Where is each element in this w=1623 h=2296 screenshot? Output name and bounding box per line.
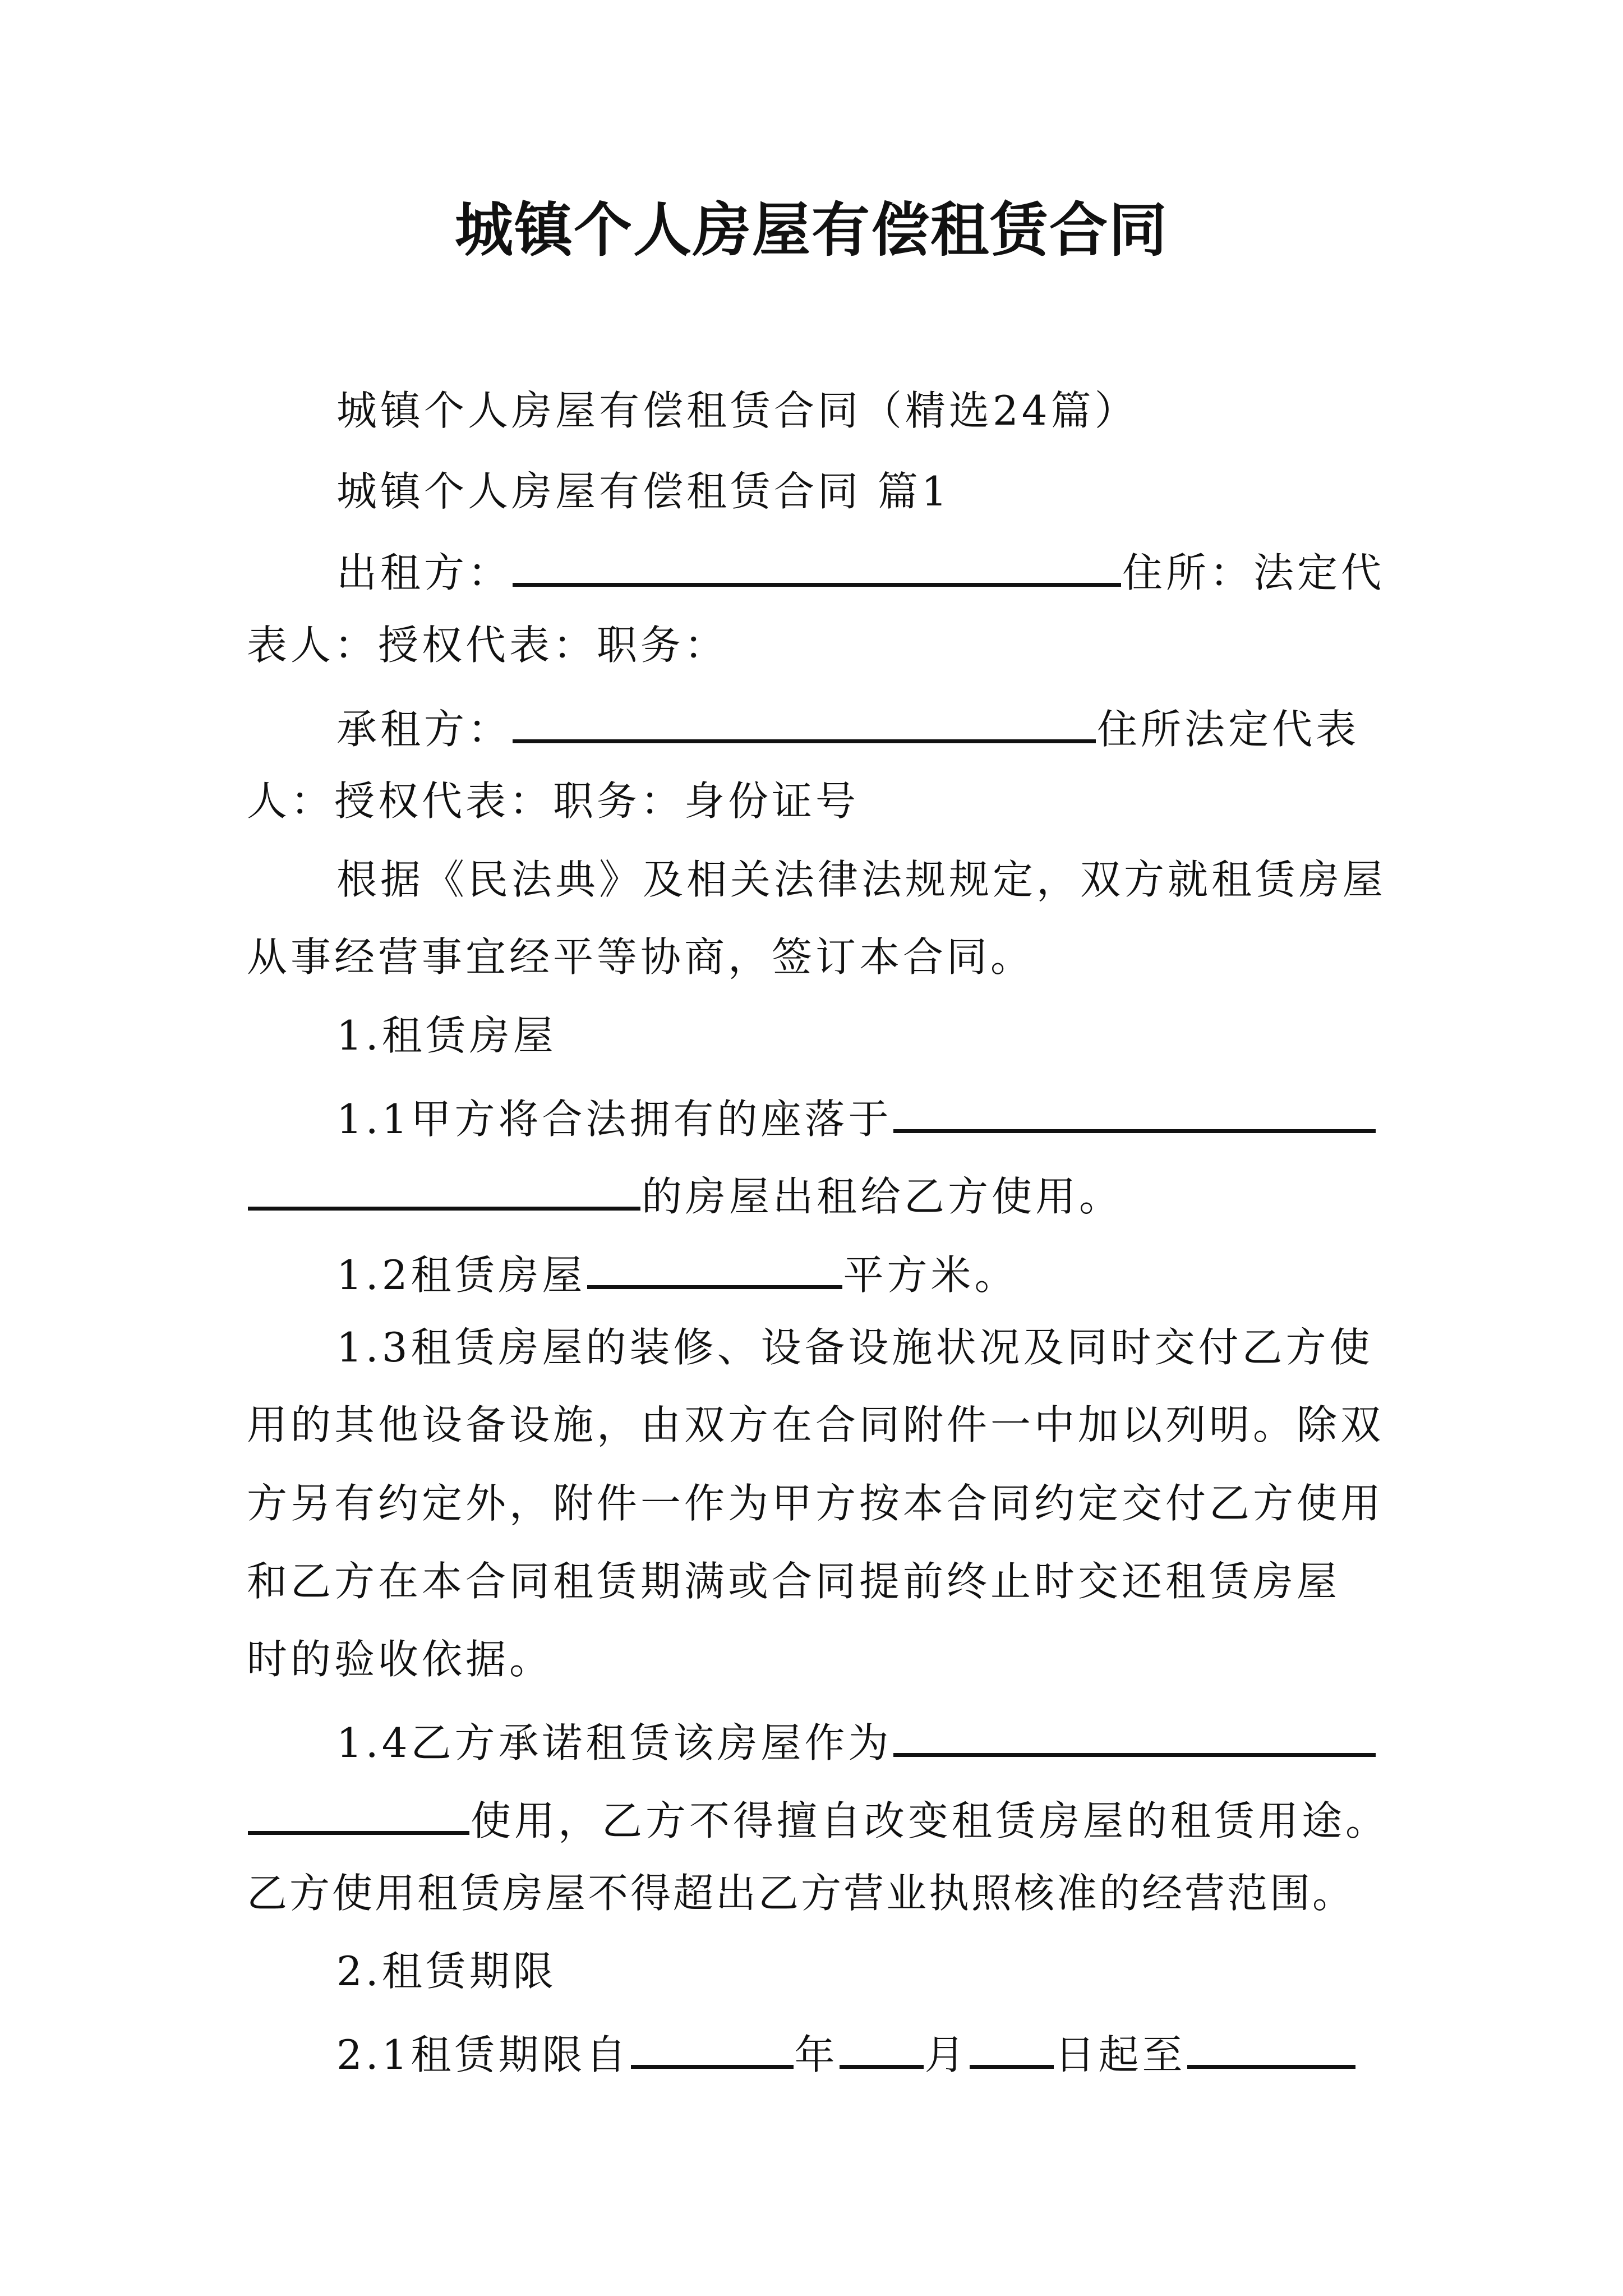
lessor-rep-line: 表人：授权代表：职务： <box>247 622 728 669</box>
paragraph-line: 根据《民法典》及相关法律法规规定，双方就租赁房屋 <box>336 856 1387 903</box>
clause-text: 月 <box>924 2031 969 2078</box>
purpose-blank <box>893 1709 1376 1757</box>
clause-line <box>336 1085 1377 1147</box>
lessee-line <box>336 696 1359 757</box>
lessor-line <box>336 539 1385 601</box>
clause-text: 1.2租赁房屋 <box>336 1251 586 1299</box>
purpose-blank-continued <box>248 1787 469 1835</box>
clause-line <box>247 1787 1389 1849</box>
clause-line: 和乙方在本合同租赁期满或合同提前终止时交还租赁房屋 <box>247 1558 1341 1605</box>
clause-line: 乙方使用租赁房屋不得超出乙方营业执照核准的经营范围。 <box>247 1870 1355 1917</box>
section-heading: 城镇个人房屋有偿租赁合同 篇1 <box>336 468 951 515</box>
lessee-rep-line: 人：授权代表：职务：身份证号 <box>247 777 860 825</box>
end-year-blank <box>1187 2021 1355 2069</box>
clause-text: 年 <box>794 2031 838 2078</box>
lessor-blank <box>513 539 1121 587</box>
clause-line <box>336 2021 1357 2083</box>
clause-text: 日起至 <box>1054 2031 1186 2078</box>
area-blank <box>587 1241 842 1289</box>
location-blank-continued <box>248 1163 640 1211</box>
clause-text: 平方米。 <box>843 1251 1018 1299</box>
start-day-blank <box>970 2021 1054 2069</box>
lessee-label: 承租方： <box>336 706 512 753</box>
clause-text: 1.4乙方承诺租赁该房屋作为 <box>336 1719 892 1766</box>
clause-line <box>247 1163 1123 1225</box>
document-title: 城镇个人房屋有偿租赁合同 <box>454 195 1168 264</box>
clause-heading: 2.租赁期限 <box>336 1948 557 1995</box>
start-month-blank <box>840 2021 924 2069</box>
clause-line: 1.3租赁房屋的装修、设备设施状况及同时交付乙方使 <box>336 1324 1373 1371</box>
lessor-label: 出租方： <box>336 549 512 596</box>
paragraph-line: 从事经营事宜经平等协商，签订本合同。 <box>247 933 1035 981</box>
clause-text: 使用，乙方不得擅自改变租赁房屋的租赁用途。 <box>471 1797 1390 1844</box>
clause-line <box>336 1241 1018 1303</box>
clause-line: 时的验收依据。 <box>247 1636 554 1683</box>
clause-heading: 1.租赁房屋 <box>336 1012 557 1059</box>
start-year-blank <box>631 2021 794 2069</box>
subtitle-line: 城镇个人房屋有偿租赁合同（精选24篇） <box>336 387 1138 434</box>
clause-line <box>336 1709 1377 1771</box>
clause-text: 的房屋出租给乙方使用。 <box>642 1173 1123 1220</box>
lessor-address-label: 住所：法定代 <box>1122 549 1385 596</box>
lessee-address-label: 住所法定代表 <box>1097 706 1360 753</box>
lessee-blank <box>513 696 1096 743</box>
clause-text: 1.1甲方将合法拥有的座落于 <box>336 1096 892 1143</box>
location-blank <box>893 1085 1376 1133</box>
clause-line: 方另有约定外，附件一作为甲方按本合同约定交付乙方使用 <box>247 1480 1385 1527</box>
clause-line: 用的其他设备设施，由双方在合同附件一中加以列明。除双 <box>247 1401 1385 1448</box>
clause-text: 2.1租赁期限自 <box>336 2031 630 2078</box>
